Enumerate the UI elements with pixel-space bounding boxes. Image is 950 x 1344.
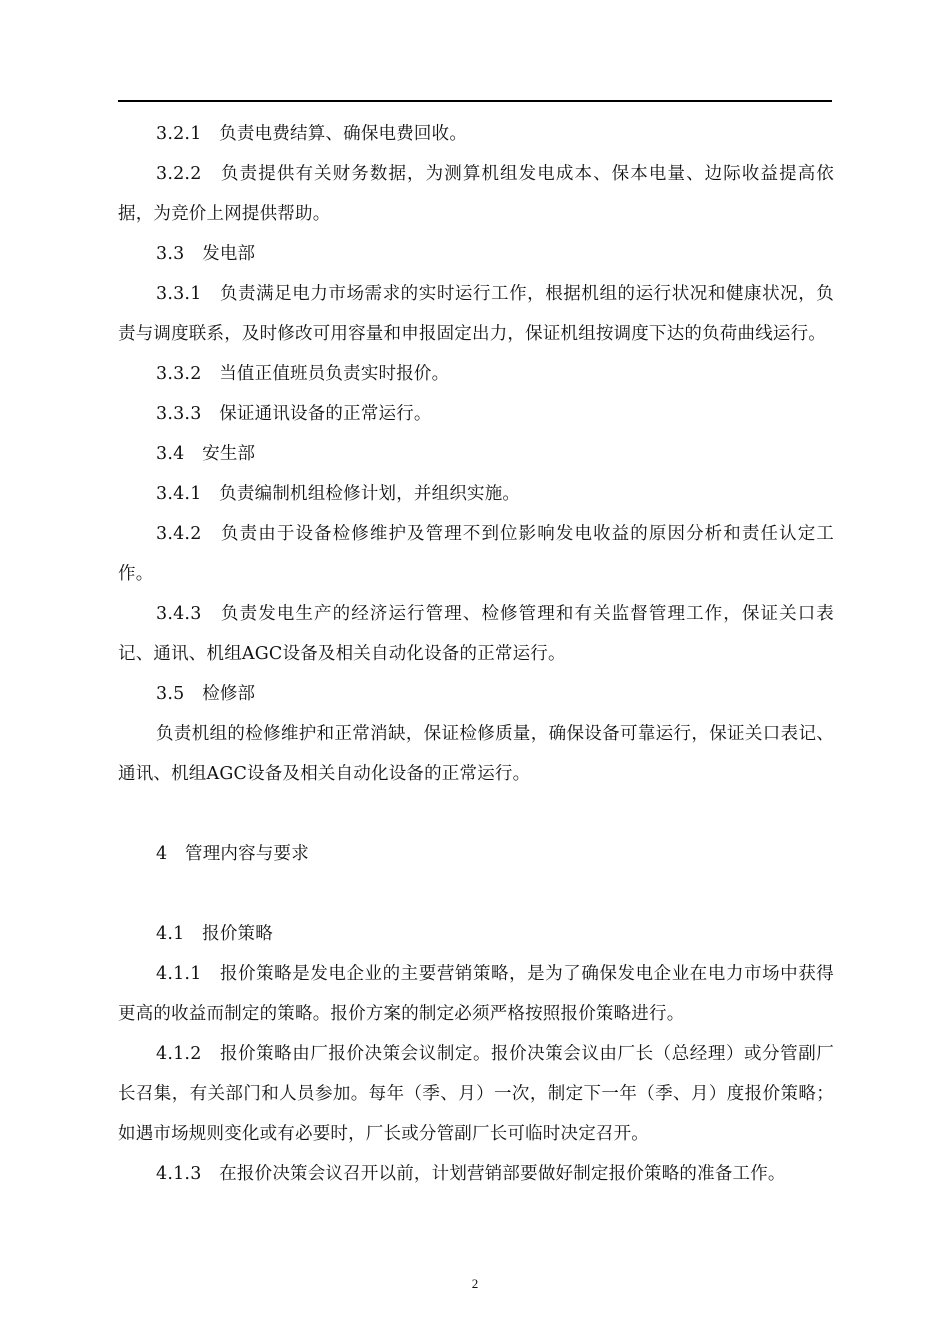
section-3-4-heading: 3.4 安生部 (156, 444, 256, 464)
paragraph-3-3-2: 3.3.2 当值正值班员负责实时报价。 (156, 364, 450, 384)
section-4-heading: 4 管理内容与要求 (156, 844, 309, 864)
paragraph-3-3-1: 3.3.1 负责满足电力市场需求的实时运行工作，根据机组的运行状况和健康状况，负责与调度联系，及时修改可用容量和申报固定出力，保证机组按调度下达的负荷曲线运行。 (118, 284, 834, 344)
paragraph-3-4-1: 3.4.1 负责编制机组检修计划，并组织实施。 (156, 484, 521, 504)
section-3-5-heading: 3.5 检修部 (156, 684, 256, 704)
document-body (118, 114, 834, 1194)
paragraph-4-1-3: 4.1.3 在报价决策会议召开以前，计划营销部要做好制定报价策略的准备工作。 (156, 1164, 786, 1184)
paragraph-3-2-2: 3.2.2 负责提供有关财务数据，为测算机组发电成本、保本电量、边际收益提高依据，为竞价上网提供帮助。 (118, 164, 834, 224)
paragraph-3-5-body: 负责机组的检修维护和正常消缺，保证检修质量，确保设备可靠运行，保证关口表记、通讯、机组AGC设备及相关自动化设备的正常运行。 (118, 724, 834, 784)
paragraph-3-3-3: 3.3.3 保证通讯设备的正常运行。 (156, 404, 432, 424)
paragraph-4-1-2: 4.1.2 报价策略由厂报价决策会议制定。报价决策会议由厂长（总经理）或分管副厂长召集，有关部门和人员参加。每年（季、月）一次，制定下一年（季、月）度报价策略；如遇市场规则变化或有必要时，厂长或分管副厂长可临时决定召开。 (118, 1044, 834, 1144)
page-number: 2 (471, 1276, 479, 1291)
section-4-1-heading: 4.1 报价策略 (156, 924, 273, 944)
header-rule (118, 100, 832, 102)
paragraph-3-2-1: 3.2.1 负责电费结算、确保电费回收。 (156, 124, 468, 144)
section-3-3-heading: 3.3 发电部 (156, 244, 256, 264)
paragraph-3-4-2: 3.4.2 负责由于设备检修维护及管理不到位影响发电收益的原因分析和责任认定工作。 (118, 524, 834, 584)
paragraph-3-4-3: 3.4.3 负责发电生产的经济运行管理、检修管理和有关监督管理工作，保证关口表记、通讯、机组AGC设备及相关自动化设备的正常运行。 (118, 604, 834, 664)
paragraph-4-1-1: 4.1.1 报价策略是发电企业的主要营销策略，是为了确保发电企业在电力市场中获得更高的收益而制定的策略。报价方案的制定必须严格按照报价策略进行。 (118, 964, 834, 1024)
